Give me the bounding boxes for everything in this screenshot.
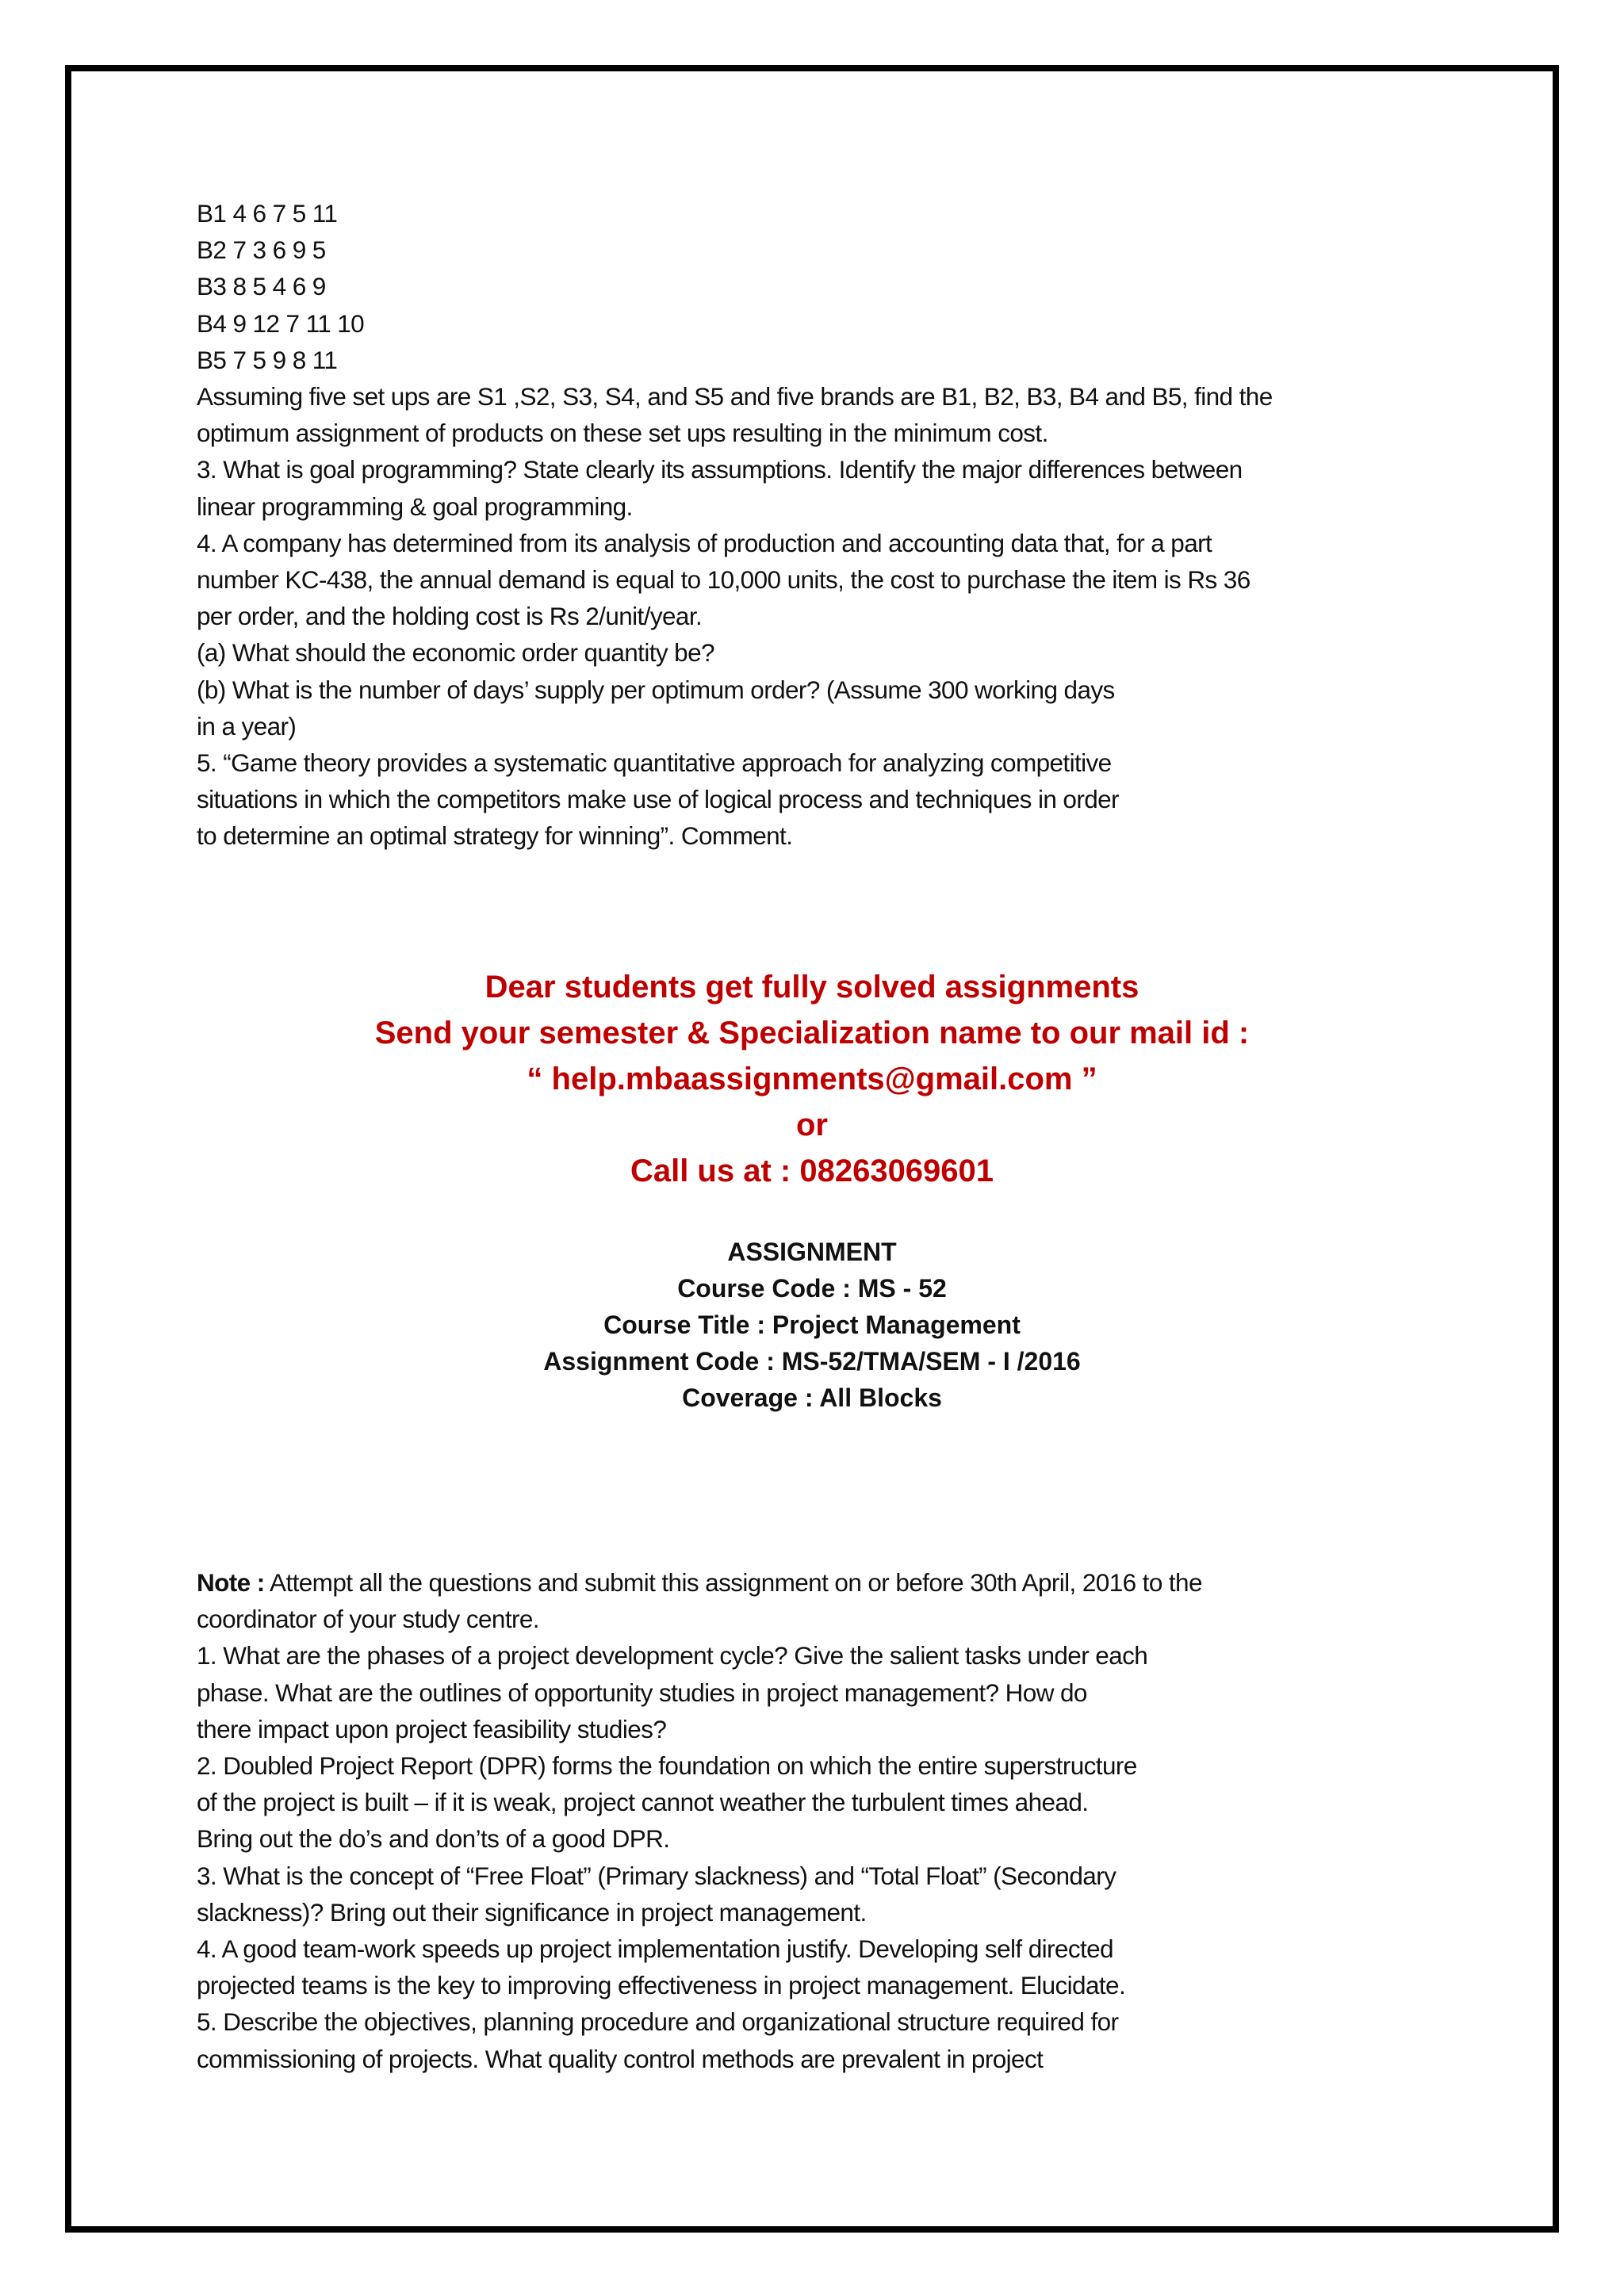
course-title: Course Title : Project Management bbox=[603, 1311, 1021, 1339]
question-2: 2. Doubled Project Report (DPR) forms the foundation on which the entire superstructure bbox=[197, 1751, 1137, 1781]
question-4: 4. A company has determined from its analysis of production and accounting data that, for a part bbox=[197, 528, 1212, 557]
promo-email: “ help.mbaassignments@gmail.com ” bbox=[527, 1062, 1097, 1096]
matrix-row-b1: B1 4 6 7 5 11 bbox=[197, 199, 338, 228]
promo-line-1: Dear students get fully solved assignments bbox=[485, 970, 1139, 1004]
text-line: number KC-438, the annual demand is equal to 10,000 units, the cost to purchase the item is Rs 36 bbox=[197, 565, 1251, 595]
question-4: 4. A good team-work speeds up project implementation justify. Developing self directed bbox=[197, 1934, 1113, 1964]
text-line: per order, and the holding cost is Rs 2/unit/year. bbox=[197, 602, 703, 631]
text-line: coordinator of your study centre. bbox=[197, 1605, 539, 1634]
coverage: Coverage : All Blocks bbox=[682, 1383, 942, 1412]
promo-block bbox=[0, 964, 1624, 1194]
assignment-heading: ASSIGNMENT bbox=[727, 1238, 897, 1266]
text-line: there impact upon project feasibility studies? bbox=[197, 1714, 667, 1743]
text-line: Assuming five set ups are S1 ,S2, S3, S4, and S5 and five brands are B1, B2, B3, B4 and B5, find the bbox=[197, 382, 1273, 411]
text-line: Bring out the do’s and don’ts of a good DPR. bbox=[197, 1824, 670, 1854]
matrix-row-b4: B4 9 12 7 11 10 bbox=[197, 308, 365, 338]
assignment-header bbox=[0, 1234, 1624, 1416]
text-line: in a year) bbox=[197, 711, 297, 740]
text-line: phase. What are the outlines of opportunity studies in project management? How do bbox=[197, 1678, 1087, 1707]
text-line: commissioning of projects. What quality control methods are prevalent in project bbox=[197, 2044, 1044, 2073]
questions-block-bottom bbox=[197, 1564, 1434, 2077]
question-3: 3. What is goal programming? State clearly its assumptions. Identify the major differences between bbox=[197, 455, 1243, 484]
questions-block-top bbox=[197, 195, 1434, 855]
question-4a: (a) What should the economic order quantity be? bbox=[197, 638, 714, 668]
matrix-row-b2: B2 7 3 6 9 5 bbox=[197, 235, 326, 265]
text-line: slackness)? Bring out their significance in project management. bbox=[197, 1897, 867, 1927]
question-3: 3. What is the concept of “Free Float” (Primary slackness) and “Total Float” (Secondary bbox=[197, 1861, 1116, 1890]
note-label: Note : bbox=[197, 1568, 265, 1597]
text-line: to determine an optimal strategy for winning”. Comment. bbox=[197, 821, 793, 851]
question-5: 5. “Game theory provides a systematic quantitative approach for analyzing competitive bbox=[197, 748, 1112, 778]
course-code: Course Code : MS - 52 bbox=[677, 1274, 947, 1303]
text-line: projected teams is the key to improving effectiveness in project management. Elucidate. bbox=[197, 1971, 1126, 2000]
text-line: linear programming & goal programming. bbox=[197, 492, 633, 521]
note-line bbox=[197, 1564, 1434, 1601]
question-5: 5. Describe the objectives, planning procedure and organizational structure required for bbox=[197, 2007, 1119, 2037]
matrix-row-b5: B5 7 5 9 8 11 bbox=[197, 345, 338, 374]
question-1: 1. What are the phases of a project development cycle? Give the salient tasks under each bbox=[197, 1641, 1148, 1670]
text-line: of the project is built – if it is weak, project cannot weather the turbulent times ahead. bbox=[197, 1788, 1089, 1817]
matrix-row-b3: B3 8 5 4 6 9 bbox=[197, 272, 326, 301]
question-4b: (b) What is the number of days’ supply per optimum order? (Assume 300 working days bbox=[197, 675, 1115, 704]
promo-line-2: Send your semester & Specialization name to our mail id : bbox=[374, 1016, 1250, 1050]
note-text: Attempt all the questions and submit this assignment on or before 30th April, 2016 to the bbox=[264, 1568, 1202, 1597]
assignment-code: Assignment Code : MS-52/TMA/SEM - I /2016 bbox=[543, 1347, 1081, 1376]
text-line: optimum assignment of products on these set ups resulting in the minimum cost. bbox=[197, 419, 1048, 448]
text-line: situations in which the competitors make use of logical process and techniques in order bbox=[197, 785, 1119, 814]
promo-phone: Call us at : 08263069601 bbox=[630, 1154, 994, 1188]
promo-or: or bbox=[796, 1108, 828, 1142]
